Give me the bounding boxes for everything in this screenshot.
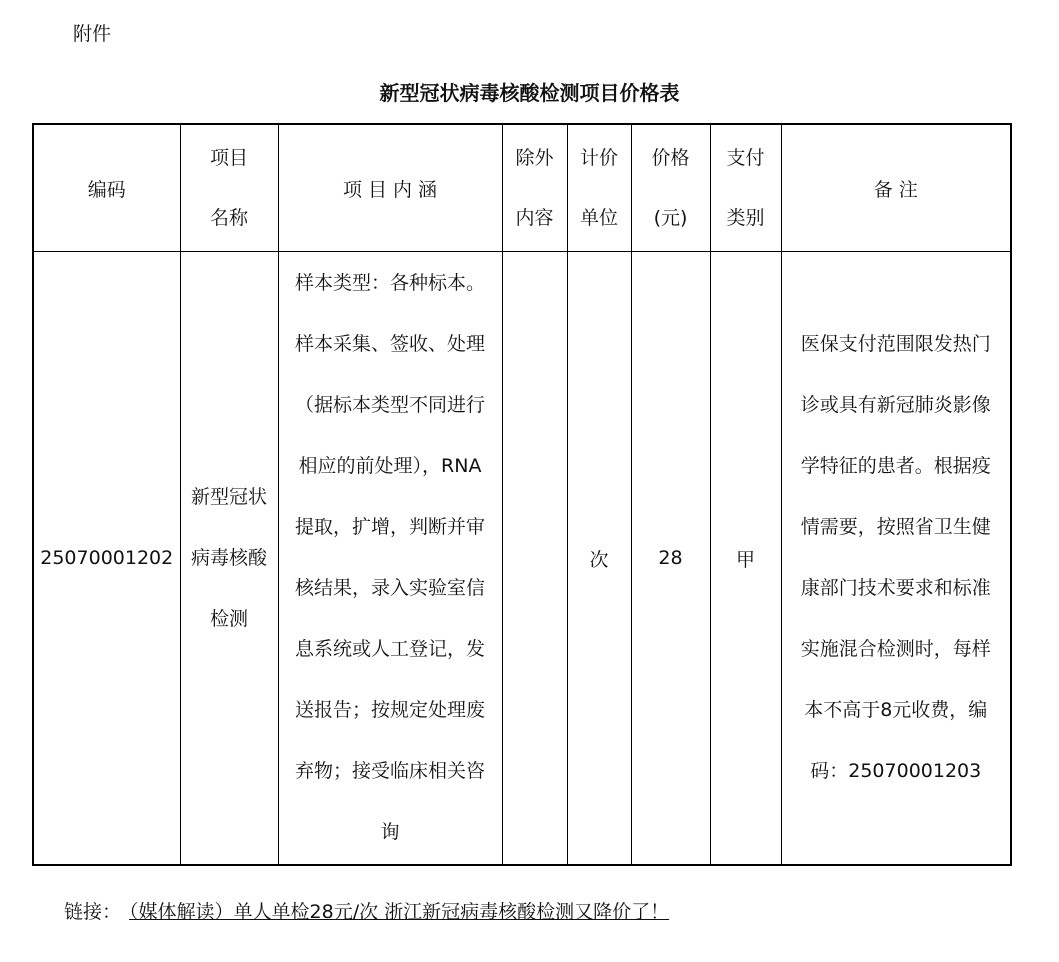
- header-item-name: 项目 名称: [180, 124, 278, 252]
- cell-content: 样本类型：各种标本。 样本采集、签收、处理 （据标本类型不同进行 相应的前处理），RNA 提取，扩增，判断并审 核结果，录入实验室信 息系统或人工登记，发 送报告；按规定处理废 弃物；接受临床相关咨 询: [278, 252, 502, 866]
- header-content: 项 目 内 涵: [278, 124, 502, 252]
- cell-payment: 甲: [710, 252, 781, 866]
- price-table: [32, 123, 1012, 866]
- header-unit: 计价 单位: [567, 124, 631, 252]
- news-link[interactable]: （媒体解读）单人单检28元/次 浙江新冠病毒核酸检测又降价了！: [129, 901, 670, 923]
- cell-excluded: [502, 252, 567, 866]
- attachment-label: 附件: [73, 23, 112, 45]
- cell-code: 25070001202: [33, 252, 180, 866]
- header-excluded: 除外 内容: [502, 124, 567, 252]
- table-header-row: [33, 124, 1011, 252]
- header-code: 编码: [33, 124, 180, 252]
- header-payment: 支付 类别: [710, 124, 781, 252]
- cell-unit: 次: [567, 252, 631, 866]
- table-row: [33, 252, 1011, 866]
- header-remark: 备 注: [781, 124, 1011, 252]
- document-title: 新型冠状病毒核酸检测项目价格表: [379, 81, 680, 105]
- cell-remark: 医保支付范围限发热门 诊或具有新冠肺炎影像 学特征的患者。根据疫 情需要，按照省卫生健 康部门技术要求和标准 实施混合检测时，每样 本不高于8元收费，编 码：25070001203: [781, 252, 1011, 866]
- cell-price: 28: [631, 252, 710, 866]
- link-line: [64, 899, 669, 925]
- header-price: 价格 (元): [631, 124, 710, 252]
- link-label: 链接：: [64, 901, 122, 923]
- cell-item-name: 新型冠状 病毒核酸 检测: [180, 252, 278, 866]
